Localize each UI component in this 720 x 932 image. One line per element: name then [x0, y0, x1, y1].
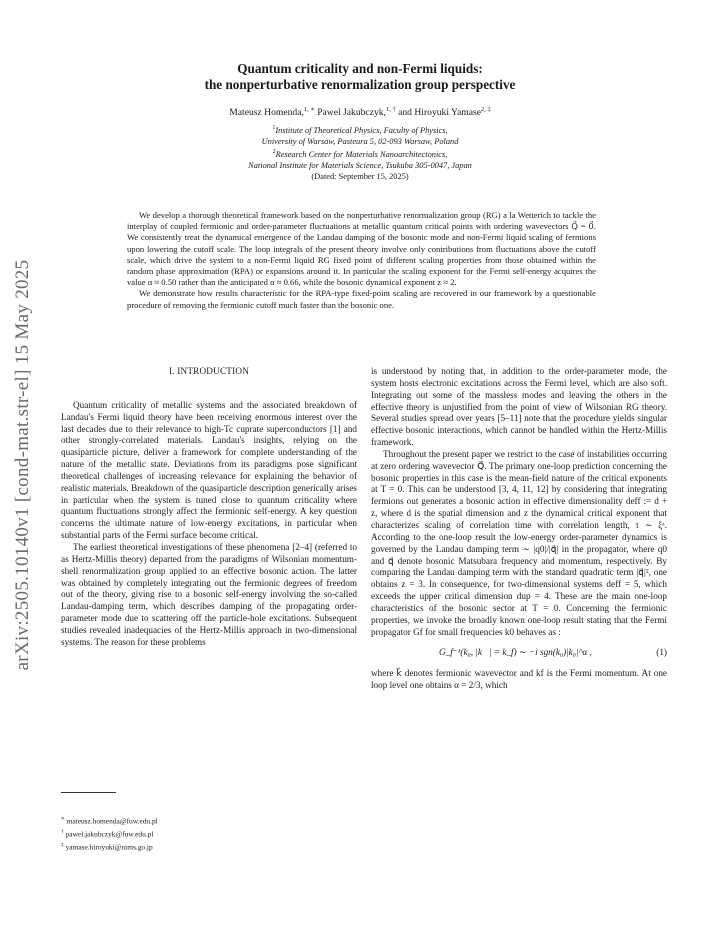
abstract-paragraph: We develop a thorough theoretical framework based on the nonperturbative renormalization group (RG) a la Wetterich to tackle the interplay of coupled fermionic and order-parameter fluctuations at metallic quantum critical points with ordering wavevectors Q⃗ = 0⃗. We consistently treat the dynamical emergence of the Landau damping of the bosonic mode and non-Fermi liquid scaling of fermions upon lowering the cutoff scale. The loop integrals of the present theory involve only contributions from fluctuations above the cutoff scale, which drive the system to a non-Fermi liquid RG fixed point of different scaling properties from those obtained within the random phase approximation (RPA) or expansions around it. In particular the scaling exponent for the Fermi self-energy acquires the value α ≈ 0.50 rather than the anticipated α ≈ 0.66, while the bosonic dynamical exponent z ≈ 2. — [127, 210, 596, 288]
author-name: Pawel Jakubczyk, — [317, 107, 386, 119]
body-paragraph: Throughout the present paper we restrict to the case of instabilities occurring at zero ordering wavevector Q⃗. The primary one-loop prediction concerning the bosonic properties in this case is the mean-field nature of the critical exponents at T = 0. This can be understood [3, 4, 11, 12] by considering that integrating fermions out generates a bosonic action in effective dimensionality deff := d + z, where d is the spatial dimension and z the dynamical critical exponent that characterizes scaling of correlation time with correlation length, τ ∼ ξᶻ. According to the one-loop result the low-energy order-parameter dynamics is governed by the Landau damping term ∼ |q0|/|q⃗| in the propagator, where q0 and q⃗ denote bosonic Matsubara frequency and momentum, respectively. By comparing the Landau damping term with the standard quadratic term |q⃗|², one obtains z = 3. In consequence, for two-dimensional systems deff = 5, which exceeds the upper critical dimension dup = 4. These are the main one-loop characteristics of the bosonic sector at T = 0. Concerning the fermionic properties, we invoke the broadly known one-loop result stating that the Fermi propagator Gf for small frequencies k0 behaves as : — [371, 448, 667, 637]
footnote-email: pawel.jakubczyk@fuw.edu.pl — [65, 829, 154, 839]
affiliations — [100, 123, 620, 182]
equation-expression: G_f⁻¹(k₀, |k⃗| = k_f) ∼ −i sgn(k₀)|k₀|^α , — [439, 647, 592, 658]
footnote — [61, 814, 158, 827]
affiliation-mark: 1 — [272, 125, 276, 131]
footnotes — [61, 814, 158, 853]
title-line-1: Quantum criticality and non-Fermi liquids: — [237, 61, 483, 76]
affiliation-text: Research Center for Materials Nanoarchitectonics, — [275, 149, 448, 159]
section-heading: I. INTRODUCTION — [168, 366, 250, 376]
affiliation-mark: 2 — [272, 148, 276, 155]
author-list — [100, 105, 620, 118]
equation-number: (1) — [656, 647, 667, 658]
footnote — [61, 827, 158, 840]
affiliation-text: Institute of Theoretical Physics, Faculty of Physics, — [275, 125, 448, 135]
arxiv-sidebar — [3, 240, 43, 690]
body-paragraph: The earliest theoretical investigations of these phenomena [2–4] (referred to as Hertz-Millis theory) departed from the paradigms of Wilsonian momentum-shell renormalization group applied to an effective bosonic action. The latter was obtained by completely integrating out the fermionic degrees of freedom out of the theory, giving rise to a bosonic self-energy involving the so-called Landau-damping term, which describes damping of the propagating order-parameter mode due to scattering off the particle-hole excitations. Subsequent studies revealed inadequacies of the Hertz-Millis approach in two-dimensional systems. The reason for these problems — [61, 541, 357, 647]
abstract-paragraph: We demonstrate how results characteristic for the RPA-type fixed-point scaling are recovered in our framework by a questionable procedure of removing the fermionic cutoff much faster than the bosonic one. — [127, 288, 596, 310]
author-name: and Hiroyuki Yamase — [398, 107, 481, 119]
affiliation-line: University of Warsaw, Pasteura 5, 02-093 Warsaw, Poland — [261, 136, 459, 146]
affiliation-line: National Institute for Materials Science, Tsukuba 305-0047, Japan — [248, 160, 472, 170]
author-mark: 1, ∗ — [303, 106, 315, 113]
footnote-email: mateusz.homenda@fuw.edu.pl — [66, 816, 158, 826]
body-paragraph: where k⃗ denotes fermionic wavevector and kf is the Fermi momentum. At one loop level one obtains α = 2/3, which — [371, 668, 667, 691]
footnote-mark: † — [61, 829, 64, 836]
title-line-2: the nonperturbative renormalization group perspective — [204, 77, 516, 92]
abstract — [127, 210, 596, 311]
affiliation-line — [100, 123, 620, 136]
paper-date: (Dated: September 15, 2025) — [311, 171, 409, 181]
footnote-mark: ‡ — [61, 842, 64, 849]
footnote-mark: ∗ — [61, 816, 65, 822]
author-mark: 1, † — [385, 106, 396, 113]
arxiv-id: arXiv:2505.10140v1 [cond-mat.str-el] 15 May 2025 — [12, 259, 33, 671]
left-column — [61, 366, 357, 649]
author-name: Mateusz Homenda, — [229, 107, 304, 119]
equation-1 — [371, 638, 667, 668]
paper-title — [100, 61, 620, 93]
footnote-email: yamase.hiroyuki@nims.go.jp — [65, 842, 153, 852]
body-paragraph: Quantum criticality of metallic systems and the associated breakdown of Landau's Fermi liquid theory have been receiving enormous interest over the last decades due to their relevance to high-Tc cuprate superconductors [1] and other strongly-correlated materials. Landau's insights, relying on the quasiparticle picture, deliver a framework for complete understanding of the nature of the metallic state. Deviations from its paradigms pose significant theoretical challenges of increasing relevance for explaining the behavior of realistic materials. Breakdown of the quasiparticle description generically arises in particular when the system is tuned close to quantum criticality where quantum fluctuations strongly affect the fermionic self-energy. A key question concerns the ultimate nature of low-energy excitations, in particular when substantial parts of the Fermi surface become critical. — [61, 399, 357, 541]
affiliation-line — [100, 147, 620, 160]
author-mark: 2, ‡ — [480, 106, 491, 113]
footnote-rule — [61, 792, 116, 793]
right-column — [371, 366, 667, 692]
footnote — [61, 840, 158, 853]
body-paragraph: is understood by noting that, in addition to the order-parameter mode, the system hosts electronic excitations across the Fermi level, which are also soft. Integrating out some of the massless modes and leaving the others in the effective theory is unjustified from the point of view of Wilsonian RG theory. Several studies spread over years [5–11] note that the procedure yields singular effective bosonic interactions, which cannot be handled within the Hertz-Millis framework. — [371, 366, 667, 448]
